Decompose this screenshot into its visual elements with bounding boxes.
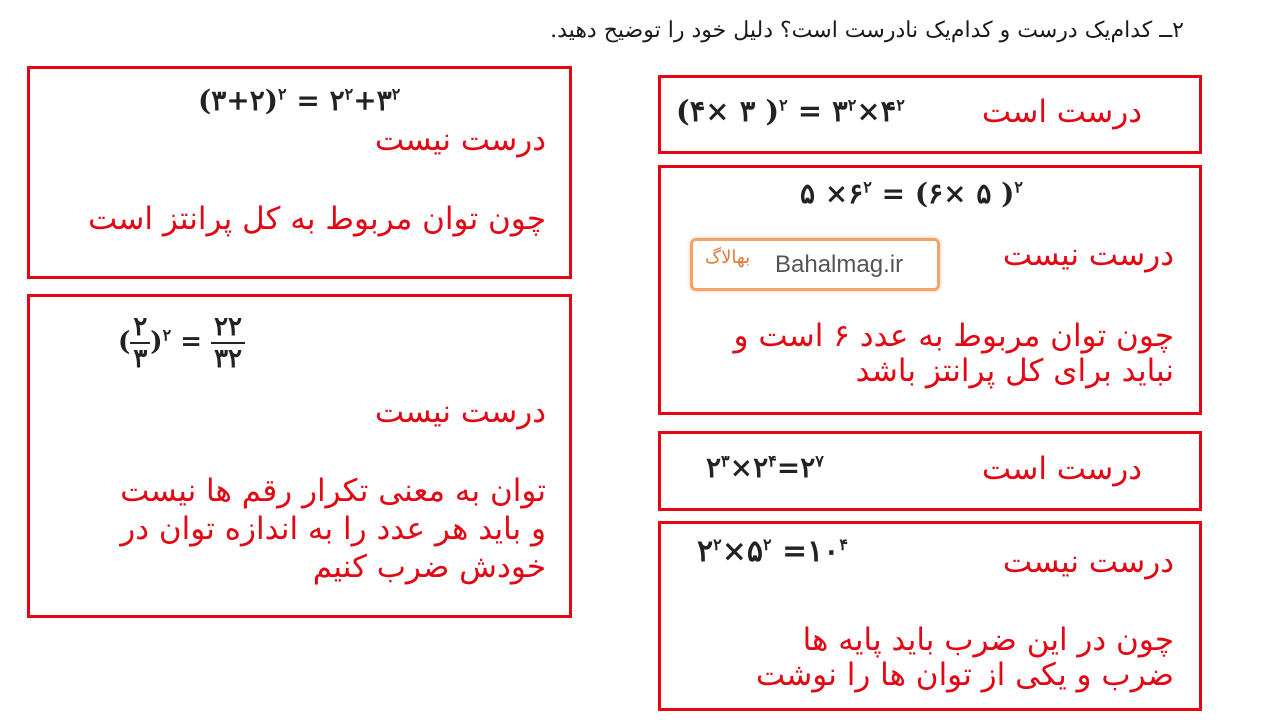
- right-card-2-reason-line-1: چون توان مربوط به عدد ۶ است و: [733, 318, 1174, 354]
- right-card-2-reason-line-2: نباید برای کل پرانتز باشد: [855, 353, 1174, 389]
- left-card-2-rhs-den: ۳۲: [214, 344, 243, 374]
- right-card-4-formula: $۲^۲\times ۵^۲$ $=۱۰^۴$: [697, 534, 848, 569]
- left-card-2-reason-line-3: خودش ضرب کنیم: [312, 549, 546, 585]
- question-heading: ۲ــ کدام‌یک درست و کدام‌یک نادرست است؟ دلیل خود را توضیح دهید.: [550, 18, 1184, 43]
- right-card-3-verdict: درست است: [981, 451, 1142, 487]
- right-card-4-reason-line-1: چون در این ضرب باید پایه ها: [802, 622, 1174, 658]
- bahalmag-logo: [690, 238, 940, 291]
- left-card-2-reason-line-1: توان به معنی تکرار رقم ها نیست: [120, 473, 546, 509]
- right-card-2-formula: ۵ $\times ۶^۲$ = (۶× ۵ )$^۲$: [800, 177, 1023, 210]
- right-card-4-verdict: درست نیست: [1002, 544, 1174, 580]
- left-card-2-frac-den: ۳: [133, 344, 148, 374]
- left-card-1-reason: چون توان مربوط به کل پرانتز است: [87, 201, 546, 237]
- left-card-1-formula: (۳+۲)$^۲$ = $۲^۲+۳^۲$: [198, 84, 401, 117]
- left-card-2-rhs-num: ۲۲: [211, 312, 245, 344]
- left-card-2-verdict: درست نیست: [374, 394, 546, 430]
- sun-logo-icon: بهالاگ: [705, 247, 751, 268]
- right-card-1-verdict: درست است: [981, 94, 1142, 130]
- logo-text: Bahalmag.ir: [775, 251, 904, 278]
- left-card-2-formula: ( $\frac{۲}{۳}$ )$^۲$ = $\frac{۲۲}{۳۲}$: [118, 312, 245, 374]
- left-card-2-reason-line-2: و باید هر عدد را به اندازه توان در: [120, 511, 546, 547]
- left-card-1-verdict: درست نیست: [374, 122, 546, 158]
- right-card-3-formula: $۲^۳\times ۲^۴=۲^۷$: [706, 451, 824, 484]
- left-card-2-frac-num: ۲: [130, 312, 150, 344]
- left-card-2-exp: ۲: [162, 325, 172, 345]
- right-card-2-verdict: درست نیست: [1002, 237, 1174, 273]
- right-card-4-reason-line-2: ضرب و یکی از توان ها را نوشت: [755, 657, 1174, 693]
- right-card-1-formula: (۴× ۳ )$^۲ = ۳^۲\times ۴^۲$: [676, 94, 905, 128]
